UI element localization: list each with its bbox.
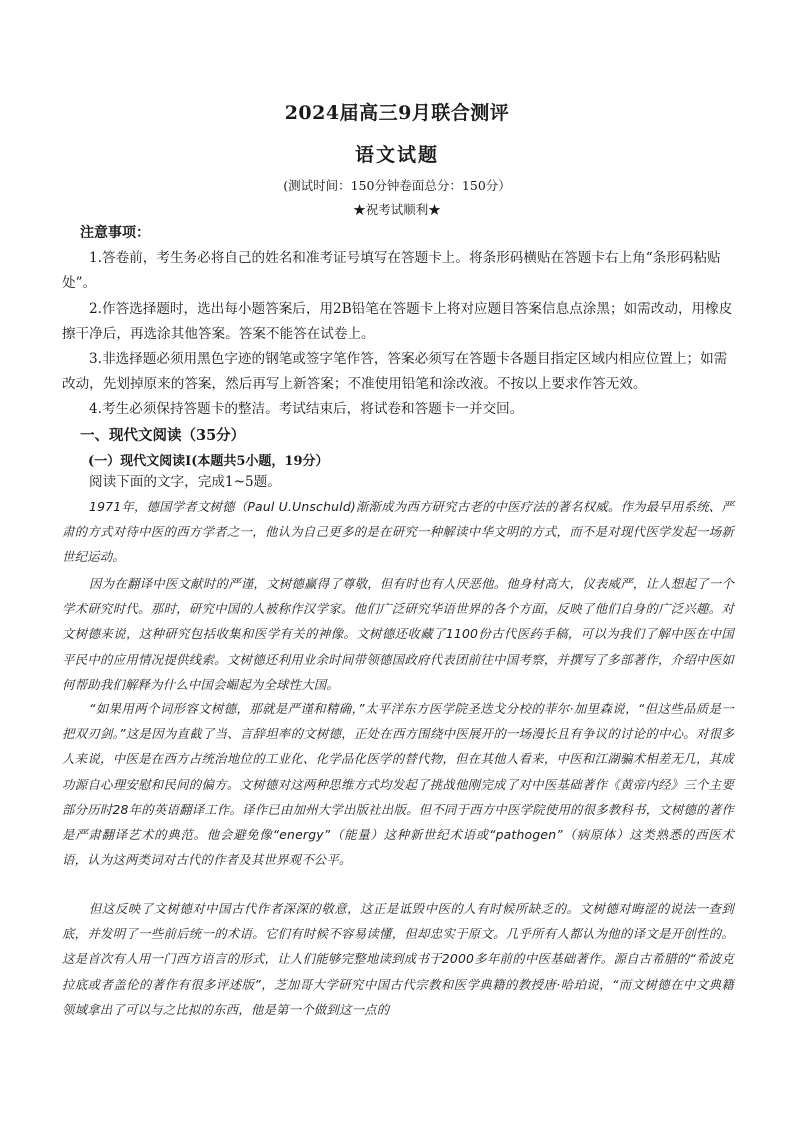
exam-info: (测试时间：150分钟卷面总分：150分）: [283, 178, 511, 193]
subsection-title: (一）现代文阅读Ⅰ(本题共5小题，19分）: [88, 454, 329, 469]
notes-heading: 注意事项：: [80, 225, 150, 241]
note-item-4: 4.考生必须保持答题卡的整洁。考试结束后，将试卷和答题卡一并交回。: [89, 401, 524, 417]
blessing-line: ★祝考试顺利★: [353, 202, 441, 217]
passage-paragraph-4: 但这反映了文树德对中国古代作者深深的敬意，这正是诋毁中医的人有时候所缺乏的。文树德对晦涩的说法一查到底，并发明了一些前后统一的术语。它们有时候不容易读懂，但却忠实于原文。几乎所有人都认为他的译文是开创性的。这是首次有人用一门西方语言的形式，让人们能够完整地读到成书于2000多年前的中医基础著作。源自古希腊的“希波克拉底或者盖伦的著作有很多评述版”，芝加哥大学研究中国古代宗教和医学典籍的教授唐·哈珀说，“而文树德在中文典籍领域拿出了可以与之比拟的东西，他是第一个做到这一点的: [62, 901, 734, 1017]
subject-title: 语文试题: [354, 144, 439, 166]
note-item-1: 1.答卷前，考生务必将自己的姓名和准考证号填写在答题卡上。将条形码横贴在答题卡右上角“条形码粘贴处”。: [62, 250, 721, 291]
passage-paragraph-1: 1971年，德国学者文树德（Paul U.Unschuld)渐渐成为西方研究古老的中医疗法的著名权威。作为最早用系统、严肃的方式对待中医的西方学者之一，他认为自己更多的是在研究一种解读中华文明的方式，而不是对现代医学发起一场新世纪运动。: [62, 499, 734, 565]
passage-paragraph-3: “如果用两个词形容文树德，那就是严谨和精确，”太平洋东方医学院圣迭戈分校的菲尔·加里森说，“但这些品质是一把双刃剑。”这是因为直截了当、言辞坦率的文树德，正处在西方围绕中医展开的一场漫长且有争议的讨论的中心。对很多人来说，中医是在西方占统治地位的工业化、化学品化医学的替代物，但在其他人看来，中医和江湖骗术相差无几，其成功源自心理安慰和民间的偏方。文树德对这两种思维方式均发起了挑战他刚完成了对中医基础著作《黄帝内经》三个主要部分历时28年的英语翻译工作。译作已由加州大学出版社出版。但不同于西方中医学院使用的很多教科书，文树德的著作是严肃翻译艺术的典范。他会避免像“energy”（能量）这种新世纪术语或“pathogen”（病原体）这类熟悉的西医术语，认为这两类词对古代的作者及其世界观不公平。: [62, 701, 734, 868]
passage-paragraph-2: 因为在翻译中医文献时的严谨，文树德赢得了尊敬，但有时也有人厌恶他。他身材高大，仪表威严，让人想起了一个学术研究时代。那时，研究中国的人被称作汉学家。他们广泛研究华语世界的各个方面，反映了他们自身的广泛兴趣。对文树德来说，这种研究包括收集和医学有关的神像。文树德还收藏了1100份古代医药手稿，可以为我们了解中医在中国平民中的应用情况提供线索。文树德还利用业余时间带领德国政府代表团前往中国考察，并撰写了多部著作，介绍中医如何帮助我们解释为什么中国会崛起为全球性大国。: [62, 576, 734, 692]
note-item-2: 2.作答选择题时，选出每小题答案后，用2B铅笔在答题卡上将对应题目答案信息点涂黑；如需改动，用橡皮擦干净后，再选涂其他答案。答案不能答在试卷上。: [62, 301, 733, 342]
section-title: 一、现代文阅读（35分）: [80, 427, 246, 444]
note-item-3: 3.非选择题必须用黑色字迹的钢笔或签字笔作答，答案必须写在答题卡各题目指定区域内相应位置上；如需改动，先划掉原来的答案，然后再写上新答案；不准使用铅笔和涂改液。不按以上要求作答无效。: [62, 351, 728, 392]
exam-title: 2024届高三9月联合测评: [284, 102, 510, 124]
reading-instruction: 阅读下面的文字，完成1~5题。: [89, 474, 281, 490]
